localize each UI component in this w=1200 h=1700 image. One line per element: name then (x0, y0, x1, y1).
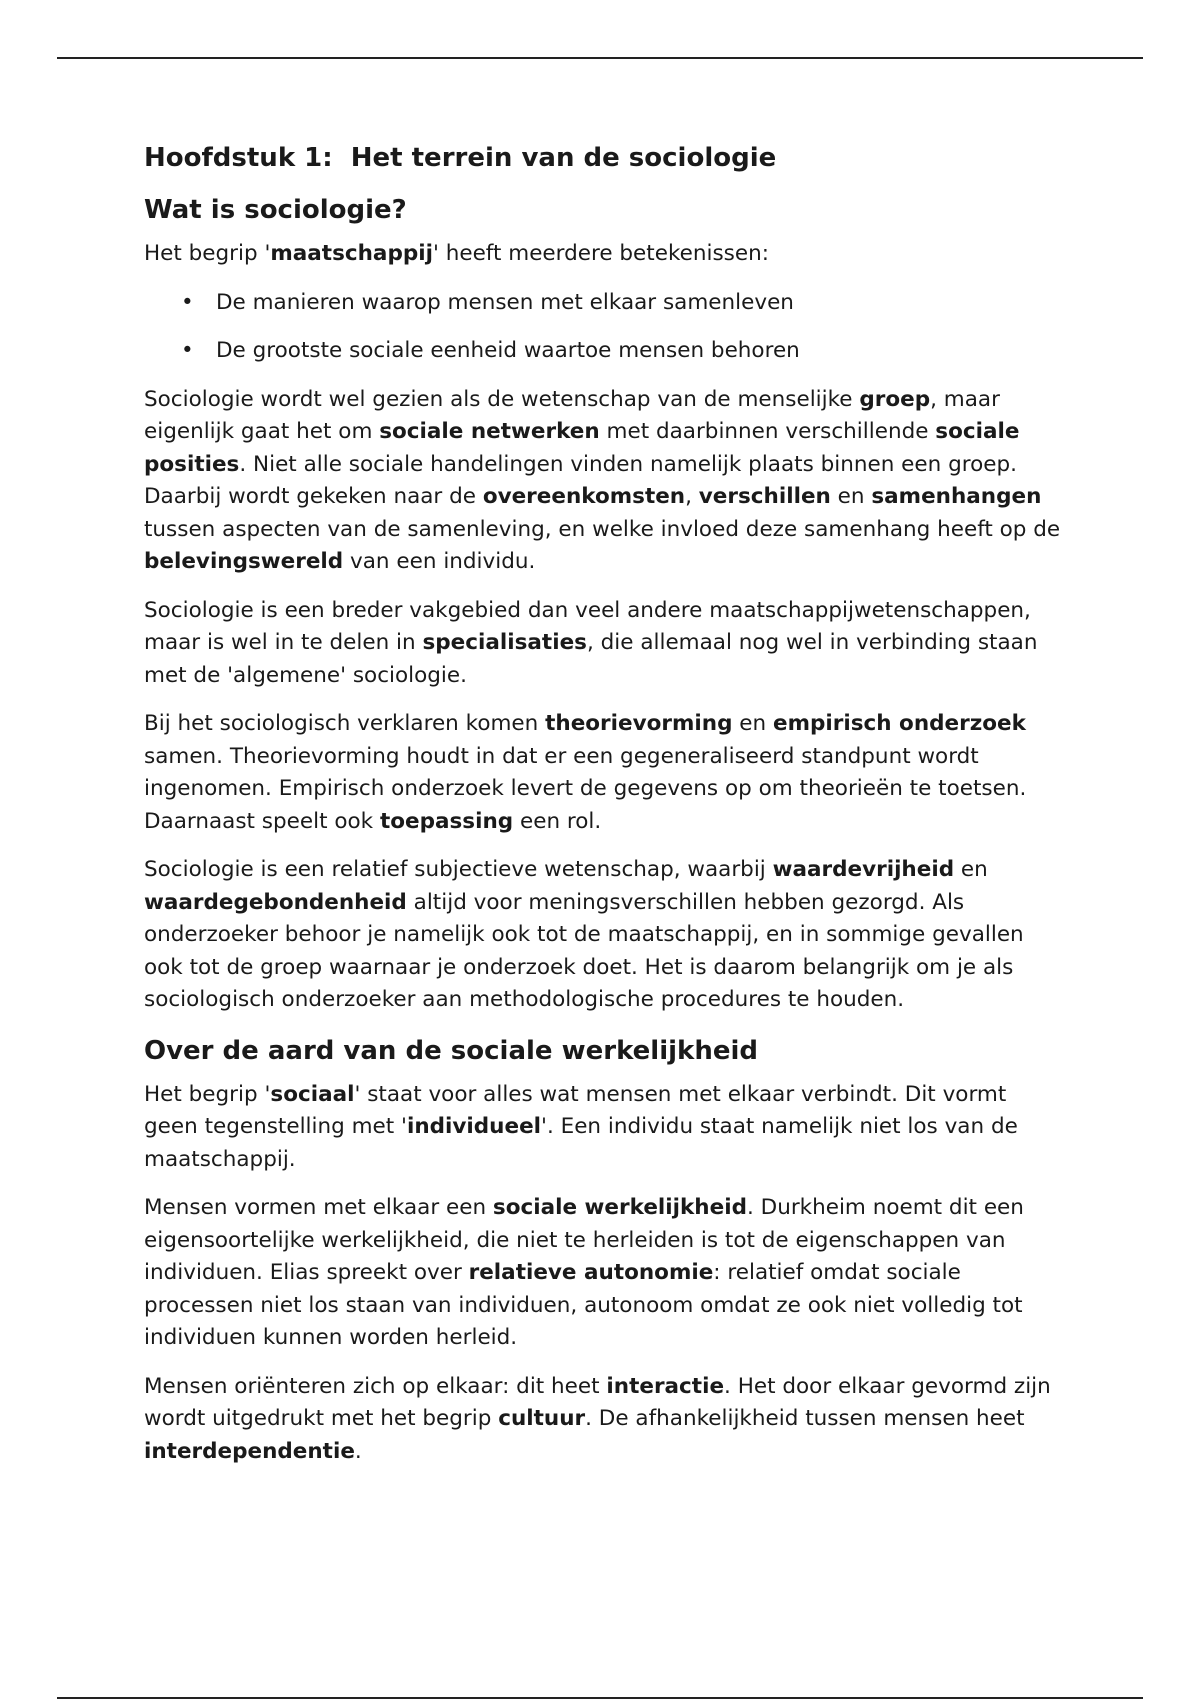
bold-term: theorievorming (545, 711, 733, 736)
chapter-title: Hoofdstuk 1: Het terrein van de sociologie (144, 143, 777, 173)
list-item (144, 335, 1064, 368)
bold-term: interdependentie (144, 1438, 355, 1464)
list-item-text: De grootste sociale eenheid waartoe mensen behoren (216, 338, 800, 363)
text-run: en (954, 857, 988, 882)
text-run: en (830, 484, 872, 509)
bullet-icon: • (181, 289, 194, 315)
bold-term: sociale posities (144, 419, 1020, 477)
bold-term: specialisaties (422, 630, 587, 655)
section-title-what-is-sociology: Wat is sociologie? (144, 195, 407, 225)
paragraph-7 (144, 1371, 1064, 1469)
bold-term: verschillen (698, 484, 831, 509)
paragraph-1 (144, 384, 1064, 579)
paragraph-5 (144, 1079, 1064, 1177)
text-run: Sociologie is een relatief subjectieve wetenschap, waarbij (144, 857, 773, 882)
text-run: Mensen oriënteren zich op elkaar: dit heet (144, 1373, 607, 1399)
bold-term: cultuur (498, 1406, 586, 1431)
bold-term: interactie (606, 1373, 725, 1399)
bold-term: maatschappij (270, 241, 433, 266)
text-run: van een individu. (343, 549, 536, 574)
bold-term: belevingswereld (144, 549, 344, 574)
text-run: , maar eigenlijk gaat het om (144, 386, 1000, 444)
text-run: en (732, 711, 773, 736)
text-run: samen. Theorievorming houdt in dat er een gegeneraliseerd standpunt wordt ingenomen. Empirisch onderzoek levert de gegevens op om theorieën te toetsen. Daarnaast speelt ook (144, 743, 1027, 834)
paragraph-intro (144, 238, 1064, 271)
bold-term: sociaal (270, 1081, 355, 1107)
text-run: Bij het sociologisch verklaren komen (144, 711, 546, 736)
text-run: ' staat voor alles wat mensen met elkaar verbindt. Dit vormt geen tegenstelling met ' (144, 1081, 1007, 1139)
text-run: Sociologie is een breder vakgebied dan veel andere maatschappijwetenschappen, maar is wel in te delen in (144, 597, 1031, 655)
list-item-text: De manieren waarop mensen met elkaar samenleven (216, 289, 794, 315)
meanings-list (144, 287, 1064, 368)
text-run: Mensen vormen met elkaar een (144, 1195, 493, 1220)
text-run: altijd voor meningsverschillen hebben gezorgd. Als onderzoeker behoor je namelijk ook tot de maatschappij, en in sommige gevallen ook tot de groep waarnaar je onderzoek doet. Het is daarom belangrijk om je als sociologisch onderzoeker aan methodologische procedures te houden. (144, 889, 1024, 1012)
text-run: met daarbinnen verschillende (599, 419, 936, 444)
paragraph-2 (144, 595, 1064, 693)
paragraph-4 (144, 854, 1064, 1017)
text-run: . (354, 1438, 362, 1464)
bullet-icon: • (181, 338, 194, 363)
bold-term: toepassing (379, 808, 514, 834)
section-title-social-reality: Over de aard van de sociale werkelijkheid (144, 1035, 758, 1066)
text-run: Het begrip ' (144, 241, 271, 266)
text-run: : relatief omdat sociale processen niet los staan van individuen, autonoom omdat ze ook niet volledig tot individuen kunnen worden herleid. (144, 1260, 1023, 1350)
text-run: tussen aspecten van de samenleving, en welke invloed deze samenhang heeft op de (144, 516, 1061, 542)
bold-term: empirisch onderzoek (773, 711, 1026, 736)
bold-term: sociale werkelijkheid (492, 1195, 747, 1220)
bold-term: samenhangen (871, 484, 1042, 509)
text-run: een rol. (513, 808, 602, 834)
text-run: . Niet alle sociale handelingen vinden namelijk plaats binnen een groep. Daarbij wordt gekeken naar de (144, 451, 1017, 509)
text-run: '. Een individu staat namelijk niet los van de maatschappij. (144, 1114, 1018, 1172)
text-run: , die allemaal nog wel in verbinding staan met de 'algemene' sociologie. (144, 630, 1038, 688)
top-rule (57, 57, 1143, 59)
document-body (144, 140, 1064, 1484)
bold-term: groep (859, 386, 931, 412)
text-run: . Het door elkaar gevormd zijn wordt uitgedrukt met het begrip (144, 1373, 1051, 1431)
paragraph-3 (144, 708, 1064, 838)
bold-term: relatieve autonomie (468, 1260, 714, 1285)
paragraph-6 (144, 1192, 1064, 1355)
text-run: Het begrip ' (144, 1081, 271, 1107)
bold-term: waardegebondenheid (144, 889, 407, 915)
bold-term: sociale netwerken (379, 419, 600, 444)
bold-term: waardevrijheid (772, 857, 955, 882)
text-run: Sociologie wordt wel gezien als de wetenschap van de menselijke (144, 386, 860, 412)
list-item (144, 287, 1064, 320)
text-run: ' heeft meerdere betekenissen: (432, 241, 769, 266)
text-run: , (685, 484, 699, 509)
bottom-rule (57, 1697, 1143, 1699)
bold-term: individueel (406, 1114, 542, 1139)
text-run: . De afhankelijkheid tussen mensen heet (585, 1406, 1025, 1431)
text-run: . Durkheim noemt dit een eigensoortelijke werkelijkheid, die niet te herleiden is tot de eigenschappen van individuen. Elias spreekt over (144, 1195, 1024, 1285)
bold-term: overeenkomsten (482, 484, 686, 509)
